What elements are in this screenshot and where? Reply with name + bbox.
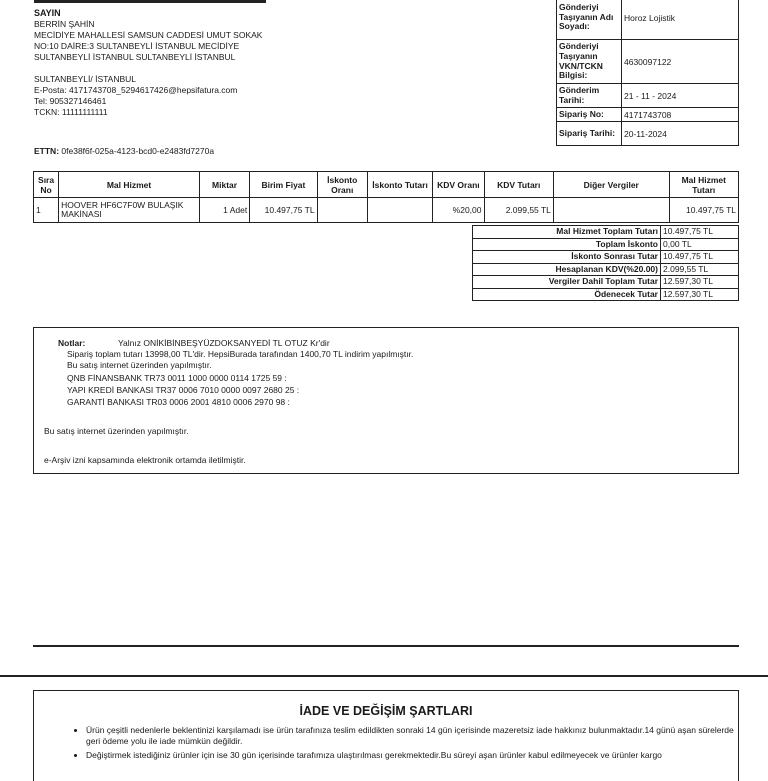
items-table (33, 171, 739, 223)
cell-iskonto-orani (317, 198, 367, 223)
totals-row (473, 251, 739, 264)
cell-kdv-tutari: 2.099,55 TL (484, 198, 553, 223)
cell-diger-vergiler (553, 198, 669, 223)
return-policy-box (33, 690, 739, 781)
buyer-tckn: TCKN: 11111111111 (34, 107, 108, 117)
notes-line: Bu satış internet üzerinden yapılmıştır. (67, 360, 212, 370)
items-header-row (34, 172, 739, 198)
cell-mal-hizmet-tutari: 10.497,75 TL (669, 198, 738, 223)
shipping-value: 4171743708 (622, 108, 739, 122)
page-divider (0, 675, 768, 677)
totals-label: İskonto Sonrası Tutar (473, 251, 661, 264)
col-header-kdv-tutari: KDV Tutarı (484, 172, 553, 198)
buyer-heading: SAYIN (34, 8, 61, 18)
shipping-label: Sipariş No: (557, 108, 622, 122)
col-header-mal-hizmet: Mal Hizmet (59, 172, 200, 198)
totals-row (473, 276, 739, 289)
cell-mal-hizmet: HOOVER HF6C7F0W BULAŞIK MAKİNASI (59, 198, 200, 223)
notes-line: e-Arşiv izni kapsamında elektronik ortamda iletilmiştir. (44, 455, 246, 465)
shipping-label: Gönderiyi Taşıyanın VKN/TCKN Bilgisi: (557, 40, 622, 84)
buyer-email: E-Posta: 4171743708_5294617426@hepsifatura.com (34, 85, 238, 95)
cell-iskonto-tutari (367, 198, 432, 223)
totals-value: 12.597,30 TL (661, 288, 739, 301)
shipping-row (557, 0, 739, 40)
notes-line: QNB FİNANSBANK TR73 0011 1000 0000 0114 1725 59 : (67, 373, 287, 383)
list-item: • Ürün çeşitli nedenlerle beklentinizi karşılamadı ise ürün tarafınıza teslim edildikten sonraki 14 gün içerisinde mazeretsiz iade hakkınız bulunmaktadır.14 günü aşan sürelerde geri ödeme yolu ile iade mümkün değildir. (86, 725, 746, 747)
shipping-row (557, 108, 739, 122)
totals-label: Toplam İskonto (473, 238, 661, 251)
shipping-row (557, 84, 739, 108)
col-header-diger-vergiler: Diğer Vergiler (553, 172, 669, 198)
shipping-value: 21 - 11 - 2024 (622, 84, 739, 108)
shipping-label: Gönderim Tarihi: (557, 84, 622, 108)
notes-label: Notlar: (58, 338, 86, 348)
totals-row (473, 288, 739, 301)
col-header-kdv-orani: KDV Oranı (433, 172, 484, 198)
ettn-label: ETTN: (34, 146, 60, 156)
col-header-iskonto-tutari: İskonto Tutarı (367, 172, 432, 198)
col-header-birim-fiyat: Birim Fiyat (250, 172, 317, 198)
totals-value: 10.497,75 TL (661, 226, 739, 239)
cell-birim-fiyat: 10.497,75 TL (250, 198, 317, 223)
shipping-info-table (556, 0, 739, 146)
totals-label: Vergiler Dahil Toplam Tutar (473, 276, 661, 289)
shipping-label: Gönderiyi Taşıyanın Adı Soyadı: (557, 0, 622, 40)
totals-row (473, 238, 739, 251)
col-header-miktar: Miktar (199, 172, 249, 198)
cell-kdv-orani: %20,00 (433, 198, 484, 223)
col-header-mal-hizmet-tutari: Mal Hizmet Tutarı (669, 172, 738, 198)
shipping-value: 20-11-2024 (622, 122, 739, 146)
return-policy-list (72, 725, 746, 764)
cell-sira: 1 (34, 198, 59, 223)
buyer-address-line: SULTANBEYLİ İSTANBUL SULTANBEYLİ İSTANBUL (34, 52, 236, 62)
buyer-address-line: NO:10 DAİRE:3 SULTANBEYLİ İSTANBUL MECİDİYE (34, 41, 240, 51)
section-divider (33, 645, 739, 647)
col-header-sira: Sıra No (34, 172, 59, 198)
totals-value: 0,00 TL (661, 238, 739, 251)
buyer-address-line: MECİDİYE MAHALLESİ SAMSUN CADDESİ UMUT SOKAK (34, 30, 263, 40)
totals-label: Ödenecek Tutar (473, 288, 661, 301)
buyer-block (34, 8, 364, 118)
totals-value: 10.497,75 TL (661, 251, 739, 264)
shipping-label: Sipariş Tarihi: (557, 122, 622, 146)
table-row (34, 198, 739, 223)
totals-row (473, 263, 739, 276)
totals-row (473, 226, 739, 239)
totals-label: Hesaplanan KDV(%20.00) (473, 263, 661, 276)
notes-line: Sipariş toplam tutarı 13998,00 TL'dir. HepsiBurada tarafından 1400,70 TL indirim yapılmıştır. (67, 349, 414, 359)
shipping-row (557, 40, 739, 84)
notes-amount-text: Yalnız ONİKİBİNBEŞYÜZDOKSANYEDİ TL OTUZ Kr'dir (118, 338, 330, 348)
notes-line: YAPI KREDİ BANKASI TR37 0006 7010 0000 0097 2680 25 : (67, 385, 300, 395)
shipping-value: Horoz Lojistik (622, 0, 739, 40)
notes-line: GARANTİ BANKASI TR03 0006 2001 4810 0006 2970 98 : (67, 397, 290, 407)
totals-table (472, 225, 739, 301)
totals-value: 2.099,55 TL (661, 263, 739, 276)
buyer-phone: Tel: 905327146461 (34, 96, 107, 106)
ettn-line (34, 146, 214, 156)
return-policy-title: İADE VE DEĞİŞİM ŞARTLARI (299, 704, 473, 718)
buyer-city: SULTANBEYLİ/ İSTANBUL (34, 74, 137, 84)
shipping-row (557, 122, 739, 146)
top-rule (34, 0, 266, 3)
notes-box (33, 327, 739, 474)
totals-value: 12.597,30 TL (661, 276, 739, 289)
notes-line: Bu satış internet üzerinden yapılmıştır. (44, 426, 189, 436)
buyer-name: BERRİN ŞAHİN (34, 19, 95, 29)
cell-miktar: 1 Adet (199, 198, 249, 223)
list-item: • Değiştirmek istediğiniz ürünler için ise 30 gün içerisinde tarafımıza ulaştırılması gerekmektedir.Bu süreyi aşan ürünler kabul edilmeyecek ve ürünler kargo (86, 750, 746, 761)
col-header-iskonto-orani: İskonto Oranı (317, 172, 367, 198)
totals-label: Mal Hizmet Toplam Tutarı (473, 226, 661, 239)
shipping-value: 4630097122 (622, 40, 739, 84)
ettn-value: 0fe38f6f-025a-4123-bcd0-e2483fd7270a (61, 146, 215, 156)
